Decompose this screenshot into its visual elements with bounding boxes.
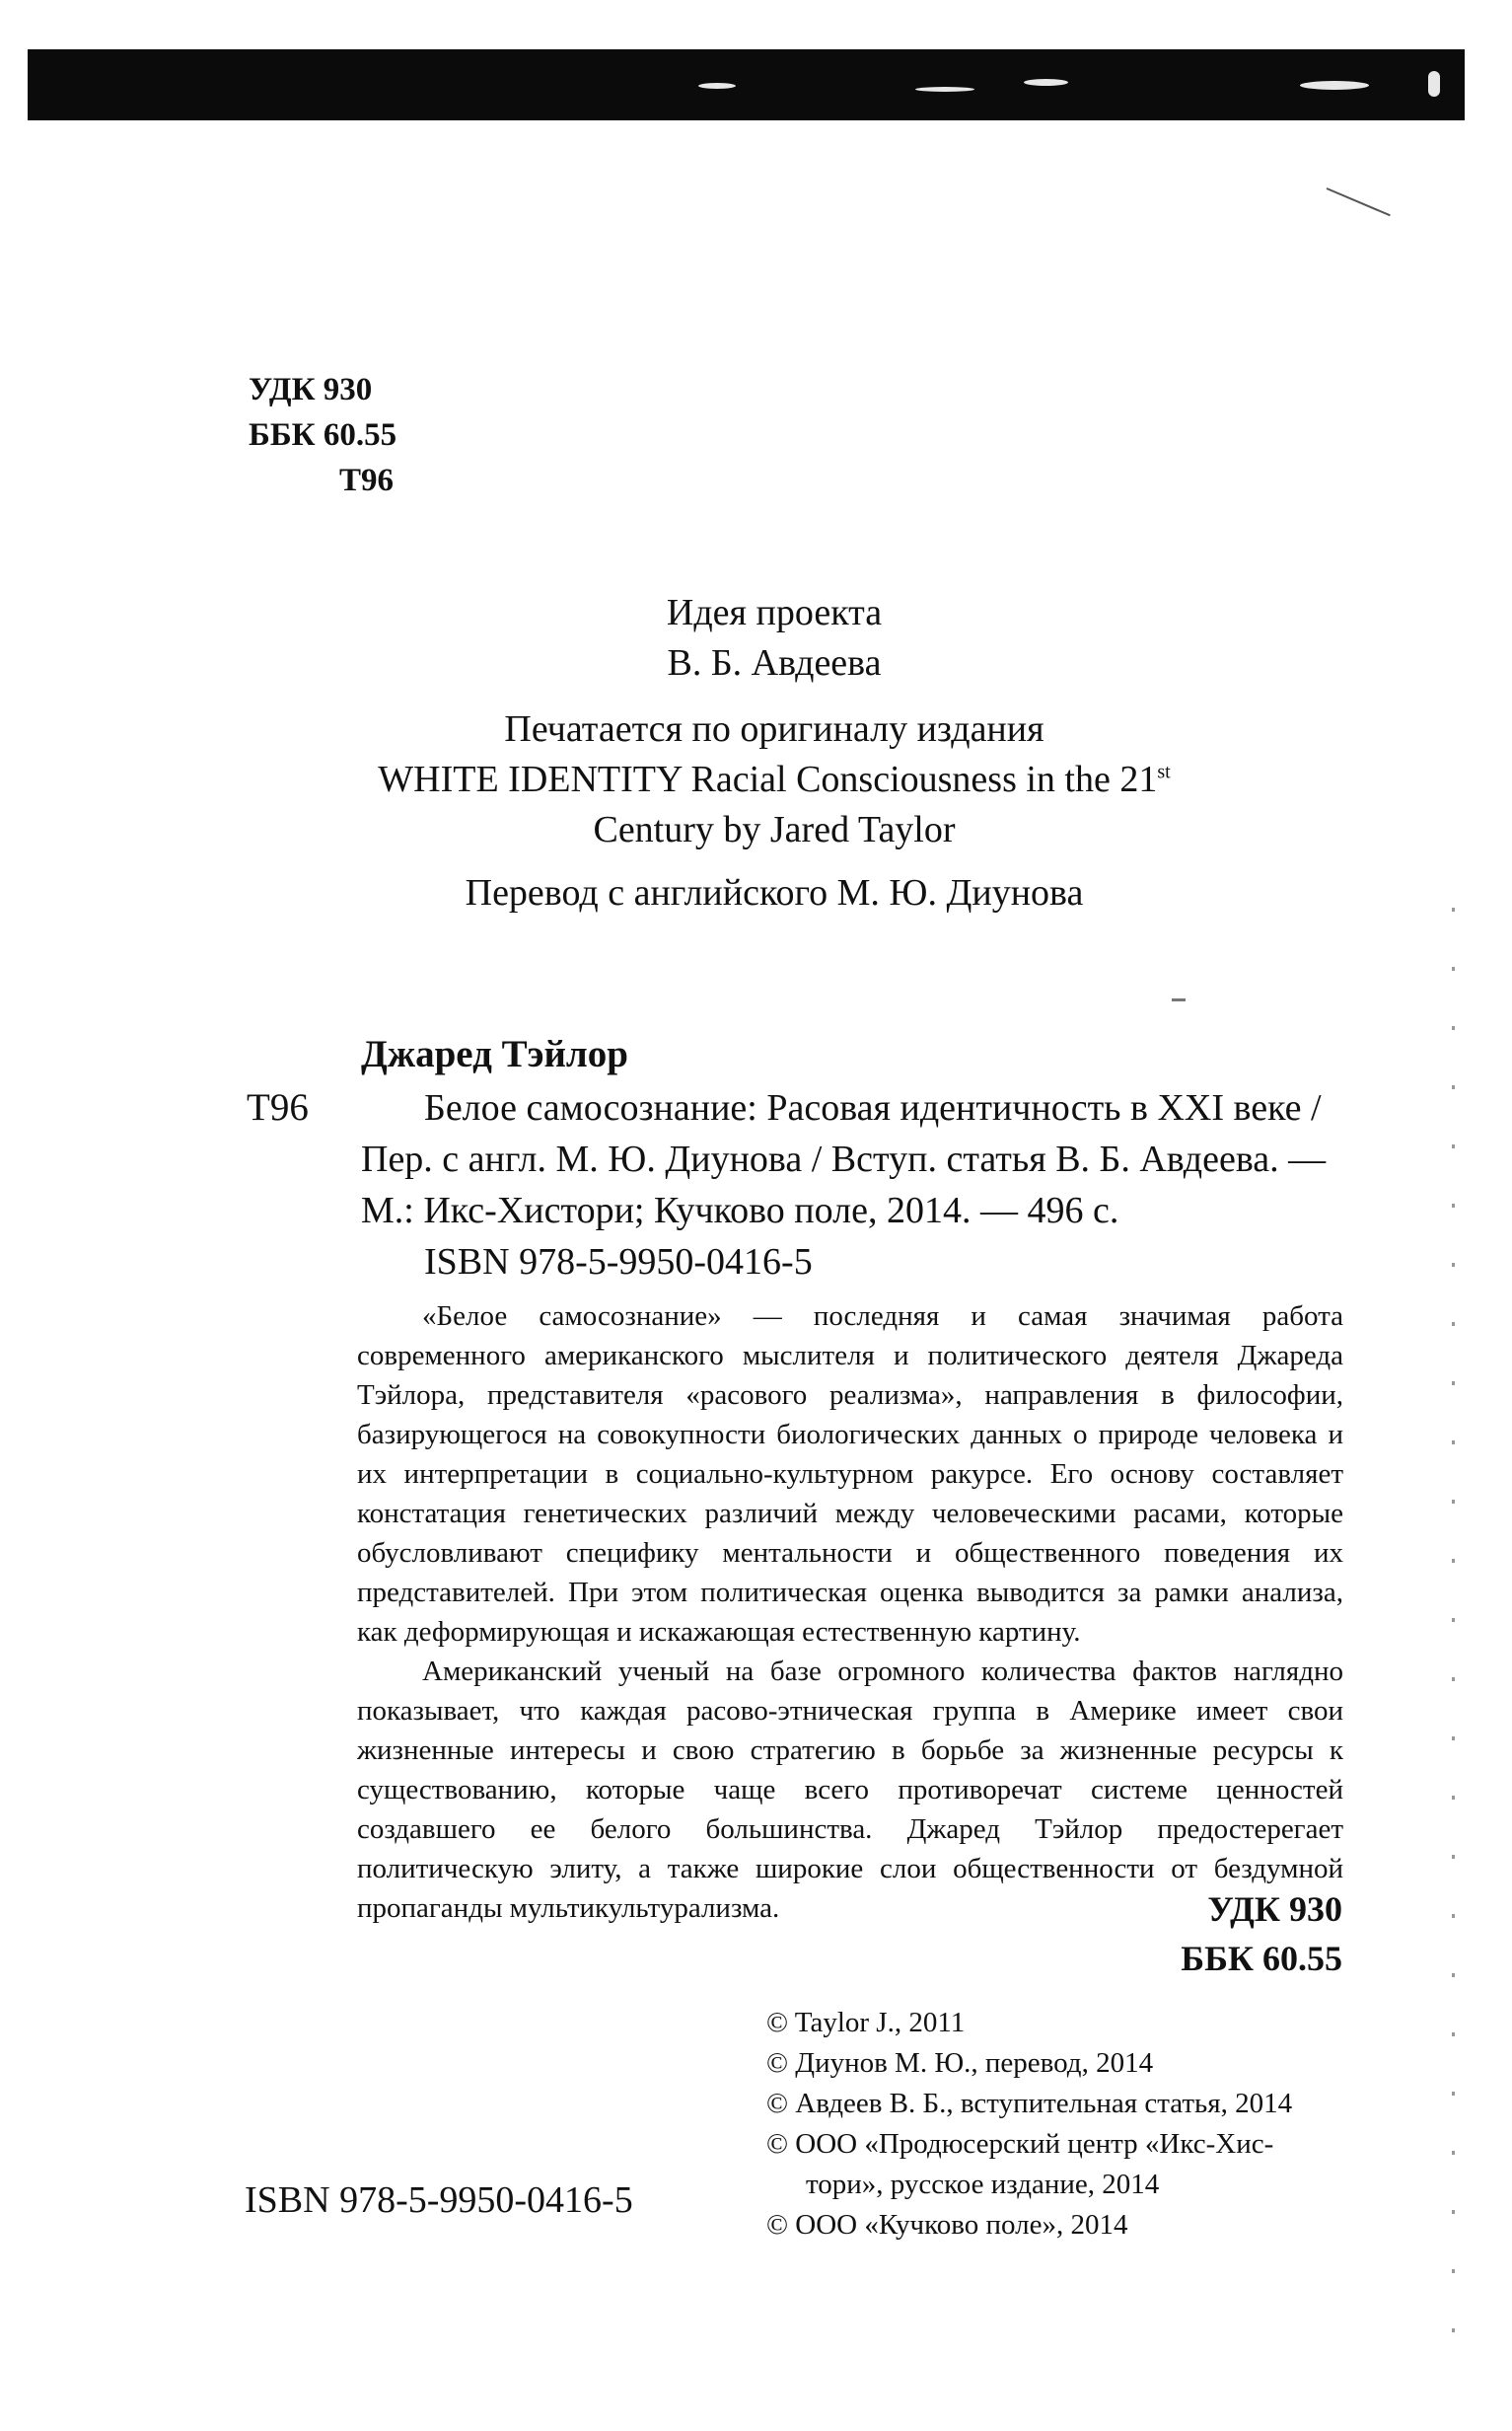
scan-speck	[915, 87, 974, 92]
copyright-line: © ООО «Кучково поле», 2014	[766, 2209, 1128, 2241]
scan-speck	[1428, 71, 1440, 97]
isbn-record: ISBN 978-5-9950-0416-5	[424, 1241, 813, 1283]
copyright-line: © ООО «Продюсерский центр «Икс-Хис-	[766, 2128, 1274, 2160]
copyright-line: © Авдеев В. Б., вступительная статья, 2014	[766, 2088, 1293, 2119]
bbk-bottom: ББК 60.55	[1181, 1939, 1342, 1978]
translation-credit: Перевод с английского М. Ю. Диунова	[465, 872, 1084, 914]
author-mark: Т96	[247, 1086, 309, 1129]
copyright-line: тори», русское издание, 2014	[806, 2169, 1160, 2200]
author-mark-top: Т96	[339, 463, 395, 498]
scan-speck	[1024, 79, 1068, 86]
annotation-paragraph: «Белое самосознание» — последняя и самая значимая работа современного американского мыслителя и политического деятеля Джареда Тэйлора, представителя «расового реализма», направления в философии, базирующегося на совокупности биологических данных о природе человека и их интерпретации в социально-культурном ракурсе. Его основу составляет констатация генетических различий между человеческими расами, которые обусловливают специфику ментальности и общественного поведения их представителей. При этом политическая оценка выводится за рамки анализа, как деформирующая и искажающая естественную картину.	[357, 1300, 1343, 1648]
udk-top: УДК 930	[249, 372, 373, 407]
project-idea-name: В. Б. Авдеева	[667, 642, 882, 684]
scan-scratch	[1327, 187, 1391, 216]
scan-speck	[1300, 81, 1369, 90]
original-title-text: WHITE IDENTITY Racial Consciousness in the 21	[378, 759, 1158, 800]
udk-bottom: УДК 930	[1207, 1889, 1342, 1929]
annotation	[357, 1296, 1343, 1928]
bbk-top: ББК 60.55	[249, 417, 397, 453]
isbn-bottom: ISBN 978-5-9950-0416-5	[245, 2179, 633, 2221]
project-idea-label: Идея проекта	[666, 592, 883, 633]
original-title-line2: Century by Jared Taylor	[593, 809, 956, 850]
biblio-line2: Пер. с англ. М. Ю. Диунова / Вступ. статья В. Б. Авдеева. —	[361, 1139, 1327, 1180]
scan-top-bar	[28, 49, 1465, 120]
annotation-paragraph: Американский ученый на базе огромного количества фактов наглядно показывает, что каждая расово-этническая группа в Америке имеет свои жизненные интересы и свою стратегию в борьбе за жизненные ресурсы к существованию, которые чаще всего противоречат системе ценностей создавшего ее белого большинства. Джаред Тэйлор предостерегает политическую элиту, а также широкие слои общественности от бездумной пропаганды мультикультурализма.	[357, 1656, 1343, 1924]
scan-speck	[698, 83, 736, 89]
original-title-line1	[355, 755, 1193, 805]
copyright-line: © Taylor J., 2011	[766, 2007, 966, 2038]
classification-bottom	[1181, 1884, 1342, 1983]
copyright-line: © Диунов М. Ю., перевод, 2014	[766, 2047, 1154, 2079]
original-note: Печатается по оригиналу издания	[504, 708, 1044, 750]
copyright-list	[766, 2003, 1358, 2246]
original-edition	[355, 704, 1193, 855]
author-heading: Джаред Тэйлор	[361, 1033, 628, 1075]
project-idea	[355, 588, 1193, 689]
original-title-sup: st	[1157, 761, 1171, 783]
biblio-line3: М.: Икс-Хистори; Кучково поле, 2014. — 496 с.	[361, 1190, 1119, 1231]
scan-edge-marks	[1452, 908, 1455, 2388]
scan-dot	[1172, 998, 1186, 1001]
biblio-line1: Белое самосознание: Расовая идентичность в XXI веке /	[424, 1087, 1322, 1129]
